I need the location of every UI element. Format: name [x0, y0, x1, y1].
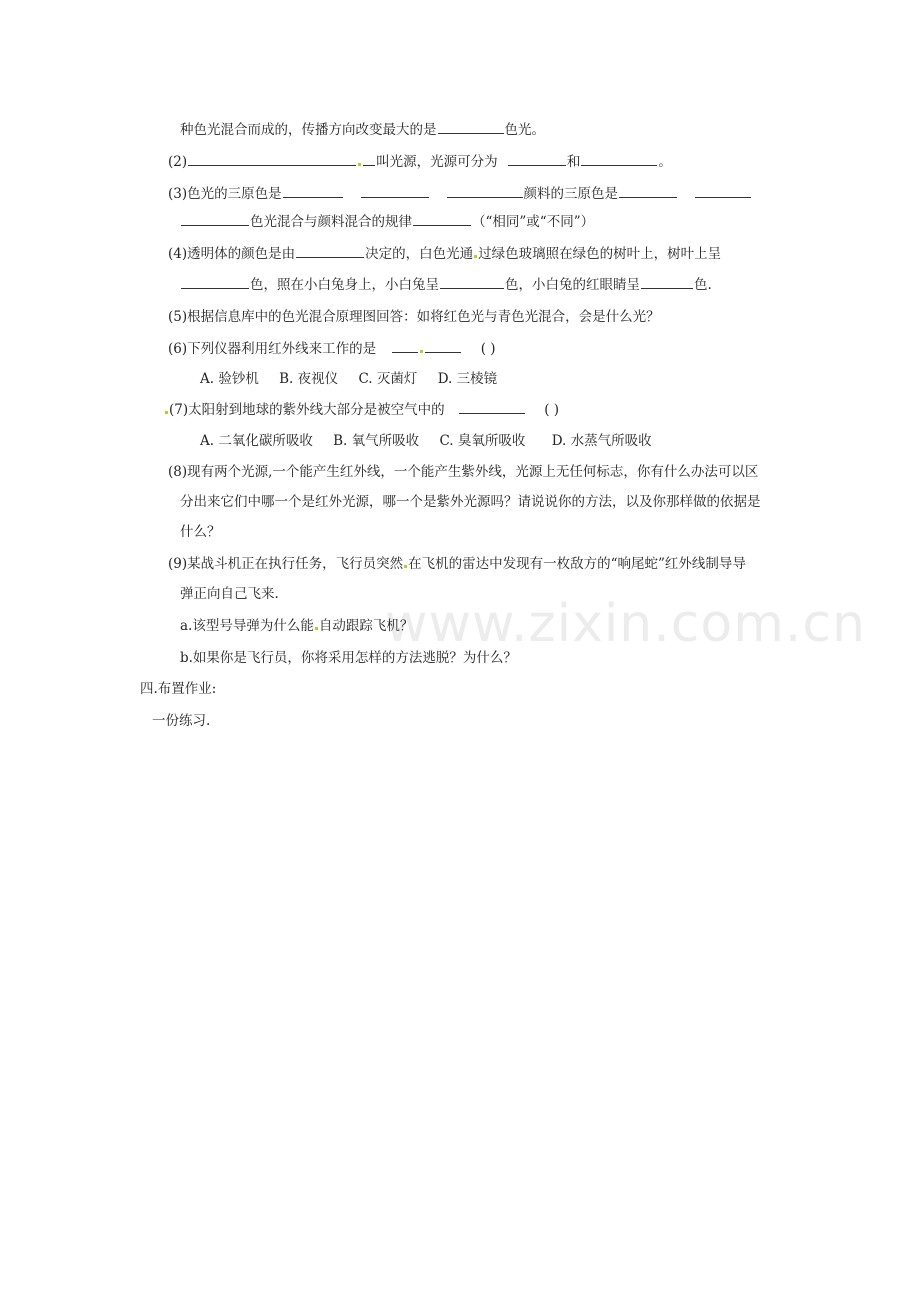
q9-text-b: 在飞机的雷达中发现有一枚敌方的“响尾蛇”红外线制导导 — [408, 556, 746, 572]
q2-end: 。 — [658, 154, 672, 170]
section-4-body: 一份练习. — [152, 713, 211, 729]
answer-blank — [188, 152, 356, 166]
q9-line-2: 弹正向自己飞来. — [180, 586, 279, 602]
marker-dot — [165, 411, 168, 414]
q4-text-a: 透明体的颜色是由 — [187, 246, 296, 262]
q6-paren: ( ) — [480, 341, 496, 357]
q9-sub-a — [180, 616, 413, 636]
answer-blank — [438, 120, 504, 134]
answer-blank — [619, 184, 677, 198]
q7-option-c: C. 臭氧所吸收 — [439, 433, 526, 449]
answer-blank — [363, 152, 375, 166]
q7-paren: ( ) — [544, 402, 560, 418]
question-3-line-2 — [180, 212, 594, 232]
q9-line-1 — [168, 554, 746, 574]
q8-line-2: 分出来它们中哪一个是红外光源，哪一个是紫外光源吗？请说说你的方法，以及你那样做的依据是 — [180, 494, 761, 510]
answer-blank — [581, 152, 657, 166]
q9-sub-b: b.如果你是飞行员，你将采用怎样的方法逃脱？为什么？ — [180, 650, 517, 666]
question-4-line-1 — [168, 244, 752, 264]
q4-text-c: 过绿色玻璃照在绿色的树叶上，树叶上呈 — [478, 246, 722, 262]
q2-text: 叫光源，光源可分为 — [376, 154, 498, 170]
q9-sub-a-pre: a.该型号导弹为什么能 — [180, 618, 314, 634]
q6-option-a: A. 验钞机 — [200, 371, 259, 387]
q3-text-b: 颜料的三原色是 — [523, 186, 619, 202]
watermark: www.zixin.com.cn — [385, 594, 866, 654]
answer-blank — [641, 275, 693, 289]
question-7 — [164, 400, 559, 420]
answer-blank — [459, 400, 525, 414]
answer-blank — [181, 275, 249, 289]
answer-blank — [440, 275, 504, 289]
q4-text-b: 决定的，白色光通 — [365, 246, 474, 262]
question-6-options — [200, 369, 497, 389]
answer-blank — [425, 339, 461, 353]
q6-text: (6)下列仪器利用红外线来工作的是 — [168, 341, 377, 357]
q9-sub-a-post: 自动跟踪飞机？ — [318, 618, 414, 634]
answer-blank — [392, 339, 418, 353]
q2-number: (2) — [168, 154, 188, 170]
answer-blank — [283, 184, 343, 198]
marker-dot — [358, 163, 361, 166]
question-3-line-1 — [168, 184, 752, 204]
q3-text-d: （“相同”或“不同”） — [472, 214, 595, 230]
answer-blank — [695, 184, 751, 198]
q7-option-a: A. 二氧化碳所吸收 — [200, 433, 313, 449]
q2-and: 和 — [566, 154, 581, 170]
answer-blank — [413, 212, 471, 226]
q9-text-a: (9)某战斗机正在执行任务，飞行员突然 — [168, 556, 404, 572]
q1-tail-text: 种色光混合而成的，传播方向改变最大的是 — [180, 122, 437, 138]
q6-option-b: B. 夜视仪 — [279, 371, 339, 387]
q7-option-d: D. 水蒸气所吸收 — [551, 433, 652, 449]
q1-tail-end: 色光。 — [504, 122, 545, 138]
q7-option-b: B. 氧气所吸收 — [333, 433, 420, 449]
q6-option-c: C. 灭菌灯 — [358, 371, 418, 387]
q4-text-d: 色，照在小白兔身上，小白兔呈 — [250, 277, 439, 293]
section-4-title: 四.布置作业: — [140, 681, 217, 697]
question-7-options — [200, 431, 652, 451]
q3-text-c: 色光混合与颜料混合的规律 — [250, 214, 412, 230]
q4-number: (4) — [168, 246, 188, 262]
q4-text-e: 色，小白兔的红眼睛呈 — [505, 277, 640, 293]
marker-dot — [404, 565, 407, 568]
marker-dot — [315, 627, 318, 630]
marker-dot — [420, 350, 423, 353]
question-5: (5)根据信息库中的色光混合原理图回答：如将红色光与青色光混合，会是什么光？ — [168, 309, 660, 325]
q1-tail-line — [180, 120, 545, 140]
answer-blank — [181, 212, 249, 226]
question-6 — [168, 339, 496, 359]
answer-blank — [508, 152, 566, 166]
question-4-line-2 — [180, 275, 712, 295]
q4-text-f: 色. — [694, 277, 712, 293]
answer-blank — [447, 184, 523, 198]
marker-dot — [474, 255, 477, 258]
question-2 — [168, 152, 672, 172]
q7-text: (7)太阳射到地球的紫外线大部分是被空气中的 — [169, 402, 445, 418]
answer-blank — [296, 244, 364, 258]
q3-text-a: 色光的三原色是 — [187, 186, 282, 202]
q8-line-1: (8)现有两个光源,一个能产生红外线，一个能产生紫外线，光源上无任何标志，你有什么办法可以区 — [168, 464, 759, 480]
answer-blank — [361, 184, 429, 198]
q8-line-3: 什么？ — [180, 524, 221, 540]
q6-option-d: D. 三棱镜 — [437, 371, 498, 387]
q3-number: (3) — [168, 186, 188, 202]
